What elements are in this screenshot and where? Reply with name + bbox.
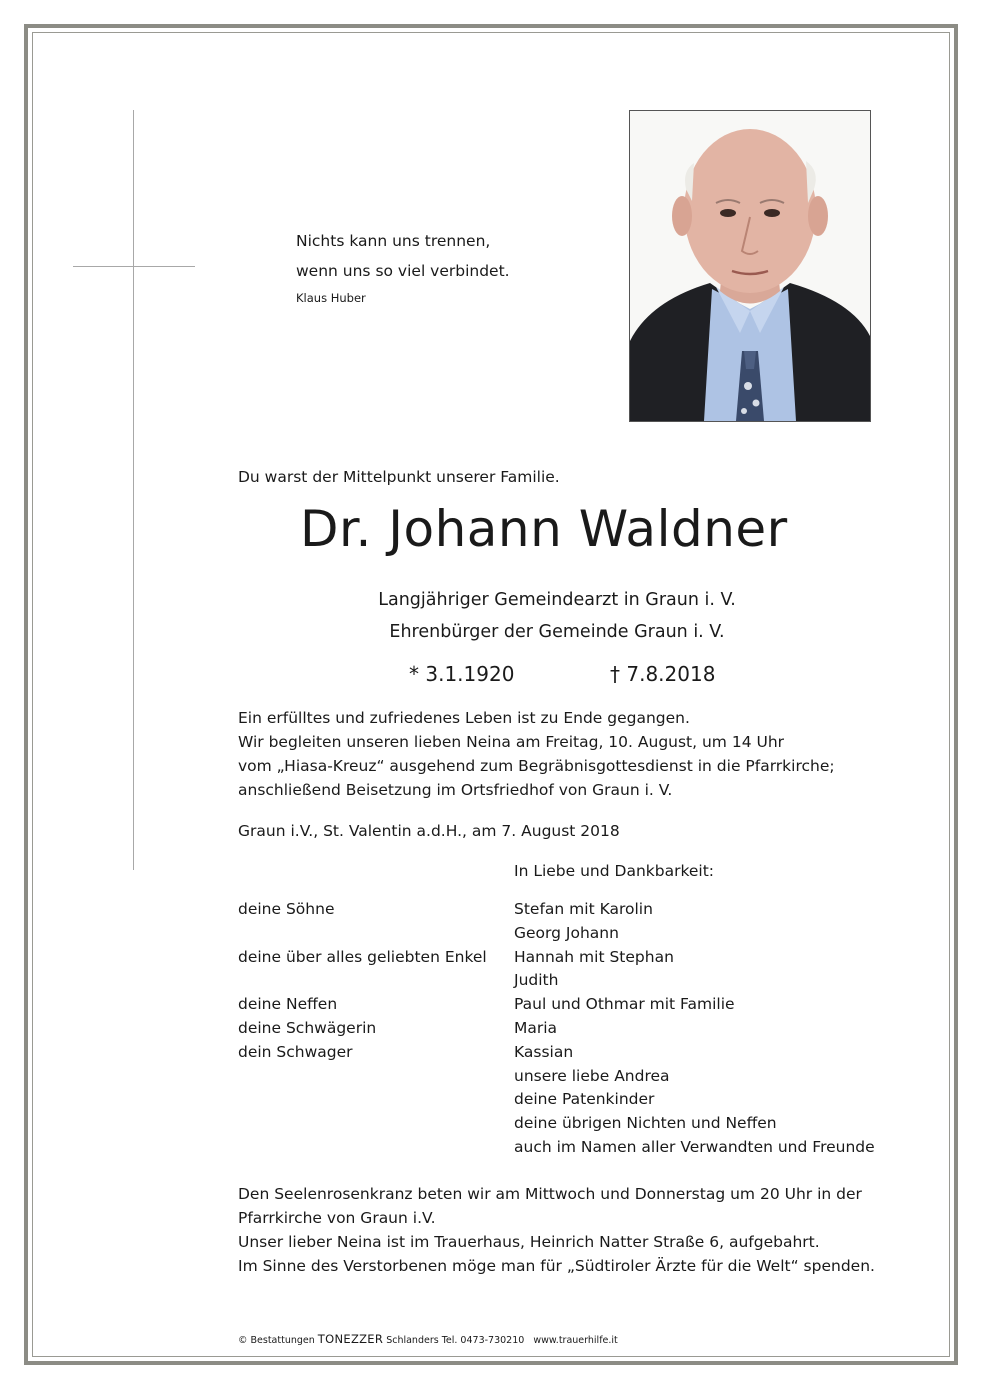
relation-label: deine Neffen [238, 995, 338, 1014]
announcement-paragraph [238, 706, 835, 802]
funeral-home-footer [238, 1332, 618, 1346]
footer-city: Schlanders [386, 1335, 439, 1346]
death-date: † 7.8.2018 [610, 662, 716, 686]
announcement-line: Ein erfülltes und zufriedenes Leben ist zu Ende gegangen. [238, 709, 690, 727]
closing-line: Unser lieber Neina ist im Trauerhaus, Heinrich Natter Straße 6, aufgebahrt. [238, 1233, 820, 1251]
deceased-name: Dr. Johann Waldner [300, 500, 788, 558]
relation-label [238, 922, 487, 946]
family-relations-column [238, 898, 487, 1065]
mourner-name: Kassian [514, 1042, 574, 1061]
birth-date: * 3.1.1920 [409, 662, 515, 686]
mourner-name: Maria [514, 1018, 558, 1037]
mourners-column [514, 898, 875, 1160]
relation-label: deine über alles geliebten Enkel [238, 947, 487, 966]
footer-phone: Tel. 0473-730210 [441, 1335, 525, 1346]
footer-brand: TONEZZER [317, 1332, 384, 1346]
mourner-name: Georg Johann [514, 923, 619, 942]
cross-horizontal-line [73, 266, 195, 267]
role-line-2: Ehrenbürger der Gemeinde Graun i. V. [389, 622, 725, 642]
place-and-date: Graun i.V., St. Valentin a.d.H., am 7. August 2018 [238, 822, 620, 840]
quote-line-2: wenn uns so viel verbindet. [296, 262, 510, 280]
closing-line: Im Sinne des Verstorbenen möge man für „Südtiroler Ärzte für die Welt“ spenden. [238, 1257, 875, 1275]
footer-website[interactable]: www.trauerhilfe.it [533, 1335, 618, 1346]
footer-prefix: © Bestattungen [238, 1335, 315, 1346]
mourner-name: Paul und Othmar mit Familie [514, 995, 735, 1014]
relation-label: deine Schwägerin [238, 1018, 377, 1037]
intro-line: Du warst der Mittelpunkt unserer Familie. [238, 468, 560, 486]
announcement-line: anschließend Beisetzung im Ortsfriedhof von Graun i. V. [238, 781, 673, 799]
mourner-name: Stefan mit Karolin [514, 900, 653, 918]
announcement-line: Wir begleiten unseren lieben Neina am Freitag, 10. August, um 14 Uhr [238, 733, 785, 751]
mourner-name: Judith [514, 971, 559, 990]
relation-label: dein Schwager [238, 1042, 353, 1061]
closing-paragraph [238, 1182, 875, 1278]
closing-line: Pfarrkirche von Graun i.V. [238, 1209, 436, 1227]
portrait-photo [629, 110, 871, 422]
role-line-1: Langjähriger Gemeindearzt in Graun i. V. [378, 590, 736, 610]
mourner-name: Hannah mit Stephan [514, 947, 674, 966]
relation-label [238, 969, 487, 993]
love-and-gratitude-line: In Liebe und Dankbarkeit: [514, 862, 715, 880]
mourner-name: auch im Namen aller Verwandten und Freunde [514, 1137, 875, 1156]
portrait-illustration [630, 111, 870, 421]
mourner-name: unsere liebe Andrea [514, 1066, 670, 1085]
mourner-name: deine Patenkinder [514, 1090, 655, 1109]
mourner-name: deine übrigen Nichten und Neffen [514, 1114, 777, 1133]
quote-author: Klaus Huber [296, 291, 366, 305]
cross-vertical-line [133, 110, 134, 870]
memorial-quote [296, 226, 510, 286]
quote-line-1: Nichts kann uns trennen, [296, 232, 491, 250]
relation-label: deine Söhne [238, 900, 335, 918]
announcement-line: vom „Hiasa-Kreuz“ ausgehend zum Begräbnisgottesdienst in die Pfarrkirche; [238, 757, 835, 775]
closing-line: Den Seelenrosenkranz beten wir am Mittwoch und Donnerstag um 20 Uhr in der [238, 1185, 862, 1203]
